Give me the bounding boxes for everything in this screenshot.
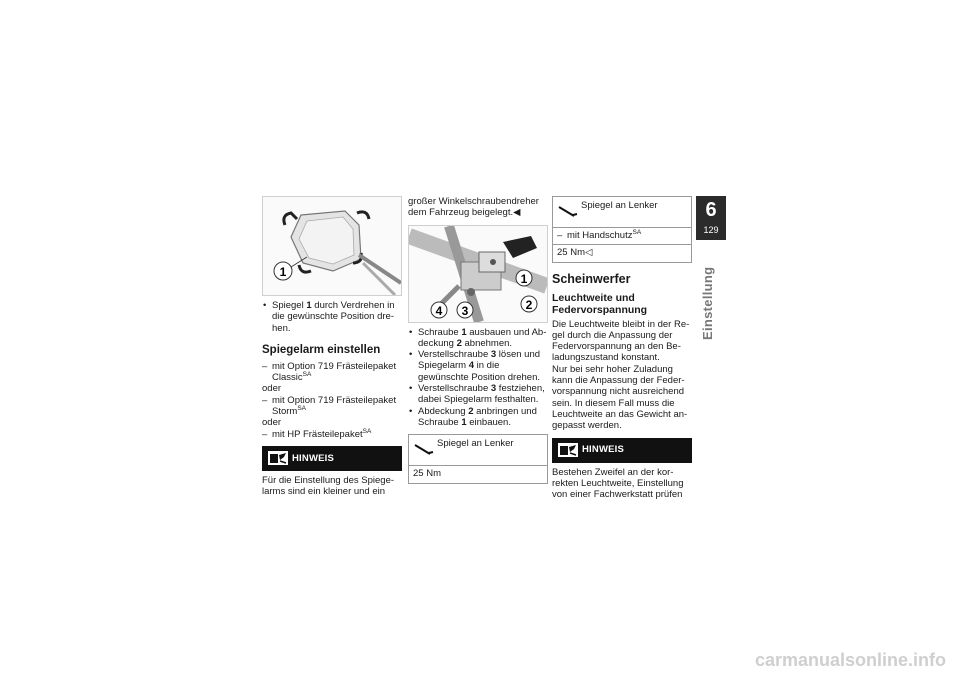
screwdriver-icon	[558, 205, 578, 219]
callout-3: 3	[461, 303, 469, 318]
column-3	[552, 196, 692, 500]
list-item: • Verstellschraube 3 lösen und Spiegelarm 4 in die gewünschte Position drehen.	[408, 349, 548, 383]
notice-label: HINWEIS	[582, 444, 625, 456]
wrench-book-icon	[558, 443, 578, 457]
spec-value: 25 Nm◁	[557, 247, 593, 259]
torque-spec-box	[408, 434, 548, 483]
watermark: carmanualsonline.info	[754, 650, 946, 670]
notice-label: HINWEIS	[292, 452, 335, 464]
handlebar-illustration	[408, 225, 548, 323]
spec-value: 25 Nm	[413, 468, 441, 480]
option-list	[262, 361, 402, 384]
list-item: – mit HP Frästeilepaket$^{SA}$	[262, 429, 402, 440]
section-heading: Scheinwerfer	[552, 271, 631, 286]
oder-label: oder	[262, 417, 282, 429]
list-item: – mit Option 719 Frästeilepaket Classic$^{SA}$	[262, 361, 402, 384]
paragraph: Nur bei sehr hoher Zuladung kann die Anpassung der Federvorspannung nicht ausreichend sein. In diesem Fall muss die Leuchtweite an das Gewicht angepasst werden.	[552, 363, 688, 432]
page-number: 129	[703, 225, 719, 235]
intro-text: großer Winkelschraubendreher dem Fahrzeug beigelegt.◀	[408, 196, 539, 219]
paragraph: Die Leuchtweite bleibt in der Regel durch die Anpassung der Federvorspannung an den Beladungszustand konstant.	[552, 318, 690, 364]
list-item: • Abdeckung 2 anbringen und Schraube 1 einbauen.	[408, 406, 548, 429]
list-item: • Verstellschraube 3 festziehen, dabei Spiegelarm festhalten.	[408, 383, 548, 406]
callout-4: 4	[435, 303, 443, 318]
list-item: – mit Handschutz$^{SA}$	[557, 230, 687, 241]
oder-label: oder	[262, 383, 282, 395]
spec-header	[553, 197, 691, 228]
spec-option	[553, 228, 691, 245]
wrench-book-icon	[268, 451, 288, 465]
column-1	[262, 196, 402, 498]
section-heading: Spiegelarm einstellen	[262, 343, 381, 356]
mirror-steps	[262, 300, 402, 334]
subsection-heading: Leuchtweite und Federvorspannung	[552, 291, 648, 316]
list-item: • Schraube 1 ausbauen und Abdeckung 2 abnehmen.	[408, 327, 548, 350]
chapter-title: Einstellung	[700, 266, 715, 340]
callout-1: 1	[520, 271, 528, 286]
option-list-2	[262, 395, 402, 418]
spec-label: Spiegel an Lenker	[437, 438, 514, 450]
chapter-number: 6	[705, 199, 717, 221]
spec-header	[409, 435, 547, 466]
notice-text: Für die Einstellung des Spiegelarms sind ein kleiner und ein	[262, 474, 395, 498]
notice-box	[262, 446, 402, 471]
notice-text: Bestehen Zweifel an der korrekten Leuchtweite, Einstellung von einer Fachwerkstatt prüfen	[552, 466, 684, 501]
spec-label: Spiegel an Lenker	[581, 200, 658, 211]
option-list-3	[262, 429, 402, 440]
screwdriver-icon	[414, 443, 434, 457]
callout-2: 2	[525, 297, 533, 312]
notice-box	[552, 438, 692, 463]
chapter-tab	[696, 196, 726, 240]
callout-1: 1	[279, 265, 287, 279]
mirror-illustration	[262, 196, 402, 296]
list-item: • Spiegel 1 durch Verdrehen in die gewünschte Position drehen.	[262, 300, 402, 334]
column-2	[408, 196, 548, 484]
list-item: – mit Option 719 Frästeilepaket Storm$^{SA}$	[262, 395, 402, 418]
adjust-steps	[408, 327, 548, 429]
torque-spec-box	[552, 196, 692, 263]
